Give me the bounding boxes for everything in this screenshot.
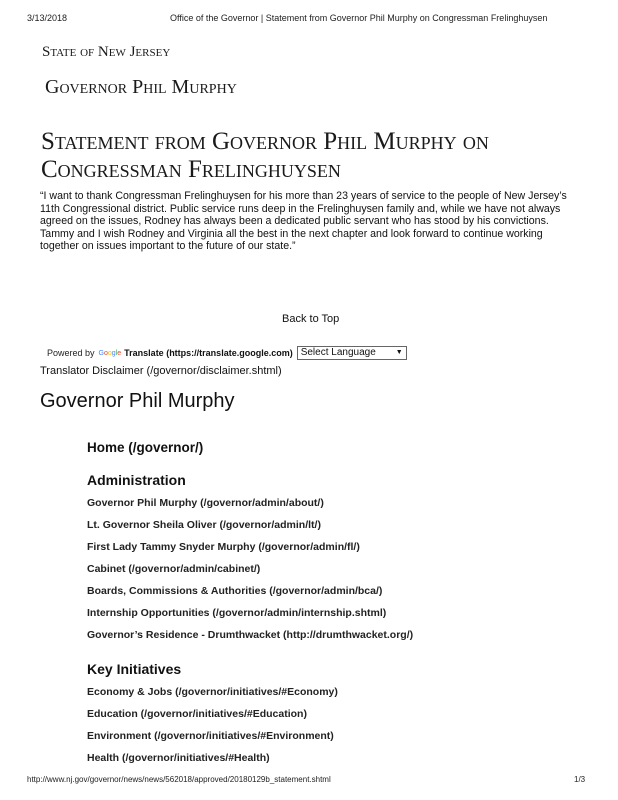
google-logo [99,350,122,357]
nav-section-administration: Administration [87,472,186,488]
nav-item-lt-governor[interactable]: Lt. Governor Sheila Oliver (/governor/admin/lt/) [87,519,321,531]
page-title-line-2: Congressman Frelinghuysen [41,156,341,183]
google-logo-letter: l [115,349,118,357]
nav-item-environment[interactable]: Environment (/governor/initiatives/#Environment) [87,730,334,742]
language-select[interactable] [297,346,407,360]
nav-item-health[interactable]: Health (/governor/initiatives/#Health) [87,752,270,764]
nav-item-economy[interactable]: Economy & Jobs (/governor/initiatives/#Economy) [87,686,338,698]
google-translate-link[interactable]: Translate (https://translate.google.com) [124,348,293,358]
google-logo-letter: o [103,349,108,357]
footer-nav-heading: Governor Phil Murphy [40,390,235,412]
google-logo-letter: G [98,349,104,357]
language-select-value: Select Language [300,347,376,358]
google-logo-letter: e [117,349,122,357]
nav-item-internship[interactable]: Internship Opportunities (/governor/admin/internship.shtml) [87,607,387,619]
print-page-number: 1/3 [574,775,586,784]
dropdown-arrow-icon: ▼ [395,349,403,356]
nav-item-education[interactable]: Education (/governor/initiatives/#Education) [87,708,307,720]
nav-item-governor[interactable]: Governor Phil Murphy (/governor/admin/about/) [87,497,324,509]
statement-body: “I want to thank Congressman Frelinghuysen for his more than 23 years of service to the people of New Jersey’s 11th Congressional district. Public service runs deep in the Frelinghuysen family and, while we have not always agreed on the issues, Rodney has always been a dedicated public servant who has stood by his convictions. Tammy and I wish Rodney and Virginia all the best in the next chapter and look forward to continue working together on issues important to the future of our state.” [40,190,567,252]
nav-section-key-initiatives: Key Initiatives [87,661,182,677]
print-url: http://www.nj.gov/governor/news/news/562018/approved/20180129b_statement.shtml [27,775,331,784]
nav-item-residence[interactable]: Governor’s Residence - Drumthwacket (http://drumthwacket.org/) [87,629,414,641]
powered-by-label: Powered by [47,348,95,358]
print-date: 3/13/2018 [27,13,68,23]
print-page-title: Office of the Governor | Statement from Governor Phil Murphy on Congressman Frelinghuysen [170,13,548,23]
translate-bar [47,346,407,360]
nav-home-link[interactable]: Home (/governor/) [87,440,204,455]
back-to-top-link[interactable]: Back to Top [282,313,340,325]
site-governor-label[interactable]: Governor Phil Murphy [45,76,237,98]
google-logo-letter: g [111,349,116,357]
translator-disclaimer-link[interactable]: Translator Disclaimer (/governor/disclaimer.shtml) [40,365,282,377]
nav-item-cabinet[interactable]: Cabinet (/governor/admin/cabinet/) [87,563,261,575]
nav-item-boards[interactable]: Boards, Commissions & Authorities (/governor/admin/bca/) [87,585,383,597]
google-logo-letter: o [107,349,112,357]
site-state-label[interactable]: State of New Jersey [42,44,171,60]
nav-item-first-lady[interactable]: First Lady Tammy Snyder Murphy (/governor/admin/fl/) [87,541,360,553]
page-title [41,128,601,184]
footer-nav [87,440,587,774]
page-title-line-1: Statement from Governor Phil Murphy on [41,128,489,155]
